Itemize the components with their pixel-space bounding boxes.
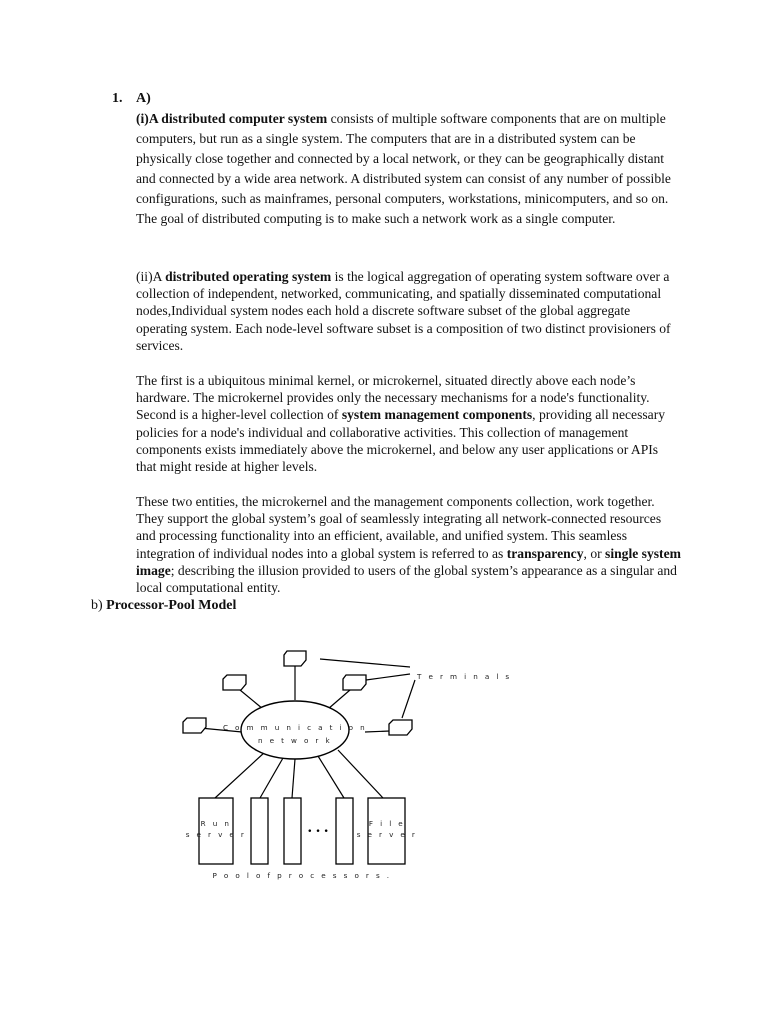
spoke-line — [318, 756, 344, 798]
para1-bold-term: A distributed computer system — [148, 111, 328, 126]
spoke-line — [215, 752, 265, 798]
terminals-label: T e r m i n a l s — [417, 672, 512, 681]
file-server-label-line2: s e r v e r — [356, 830, 418, 839]
spoke-line — [292, 759, 295, 798]
para4-text1: These two entities, the microkernel and the management components collection, work together. They support the global system’s goal of seamlessly integrating all network-connected resources and processing functionality into an efficient, available, and unified system. This seamless integration of individual nodes into a global system is referred to as — [136, 494, 662, 561]
section-b-label: b) — [91, 598, 107, 613]
para4-text3: ; describing the illusion provided to users of the global system’s appearance as a singular and local computational entity. — [136, 562, 677, 596]
para3-text1: The first is a ubiquitous minimal kernel, or microkernel, situated directly above each node’s hardware. The microkernel provides only the necessary mechanisms for a node's functionality. Second is a higher-level collection of — [136, 373, 650, 423]
para2-lead: (ii)A — [136, 269, 166, 284]
processor-box — [284, 798, 301, 864]
spoke-line — [365, 731, 390, 732]
para4-bold-single-system-image: single system image — [136, 545, 681, 578]
para3-bold-term: system management components — [341, 407, 533, 423]
ellipsis-dots: • • • — [307, 827, 329, 837]
processor-pool-diagram — [170, 640, 512, 890]
para4-bold-transparency: transparency — [506, 545, 584, 561]
terminal-icon — [183, 718, 206, 733]
network-label-line2: n e t w o r k — [257, 736, 333, 745]
para3-text2: , providing all necessary policies for a node's individual and collaborative activities. This collection of management components exists immediately above the microkernel, and below any user applications or APIs that might reside at higher levels. — [136, 407, 666, 475]
paragraph-microkernel — [136, 372, 681, 475]
terminals-callout-line — [320, 659, 410, 667]
terminal-icon — [223, 675, 246, 690]
para2-text: is the logical aggregation of operating system software over a collection of independent, networked, communicating, and spatially disseminated computational nodes,Individual system nodes each hold a discrete software subset of the global aggregate operating system. Each node-level software subset is a composition of two distinct provisioners of services. — [136, 269, 671, 353]
question-heading — [112, 91, 151, 107]
run-server-label-line2: s e r v e r — [185, 830, 247, 839]
question-part: A) — [136, 91, 151, 106]
paragraph-distributed-operating-system — [136, 268, 681, 354]
pool-of-processors-label: P o o l o f p r o c e s s o r s . — [212, 871, 392, 880]
para2-bold-term: distributed operating system — [165, 269, 332, 284]
spoke-line — [338, 750, 383, 798]
terminal-icon — [284, 651, 306, 666]
para4-text2: , or — [583, 545, 606, 561]
processor-box — [336, 798, 353, 864]
terminals-callout-line — [402, 680, 415, 718]
para1-label: (i) — [136, 111, 149, 126]
file-server-label-line1: F i l e — [368, 819, 406, 828]
paragraph-transparency — [136, 493, 681, 596]
paragraph-distributed-computer-system — [136, 109, 681, 229]
terminal-icon — [389, 720, 412, 735]
spoke-line — [240, 690, 263, 709]
run-server-label-line1: R u n — [200, 819, 232, 828]
section-b-title: Processor-Pool Model — [106, 598, 237, 613]
terminals-callout-line — [366, 674, 410, 680]
question-number: 1. — [112, 91, 123, 106]
para1-text: consists of multiple software components that are on multiple computers, but run as a single system. The computers that are in a distributed system can be physically close together and connected by a local network, or they can be geographically distant and connected by a wide area network. A distributed system can consist of any number of possible configurations, such as mainframes, personal computers, workstations, minicomputers, and so on. The goal of distributed computing is to make such a network work as a single computer. — [136, 111, 671, 226]
network-label-line1: C o m m u n i c a t i o n — [222, 723, 368, 732]
spoke-line — [328, 690, 350, 709]
terminal-icon — [343, 675, 366, 690]
processor-box — [251, 798, 268, 864]
section-b-heading — [91, 598, 236, 614]
spoke-line — [260, 758, 283, 798]
